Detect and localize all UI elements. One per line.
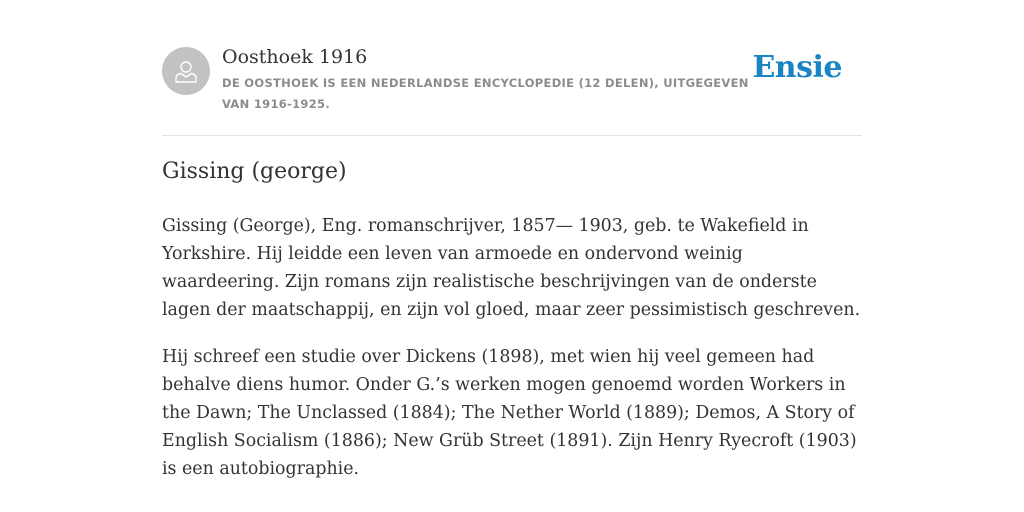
entry-paragraph: Gissing (George), Eng. romanschrijver, 1857— 1903, geb. te Wakefield in Yorkshire. Hij leidde een leven van armoede en ondervond weinig waardeering. Zijn romans zijn realistische beschrijvingen van de onderste lagen der maatschappij, en zijn vol gloed, maar zeer pessimistisch geschreven. — [162, 216, 861, 320]
source-title[interactable]: Oosthoek 1916 — [222, 46, 368, 68]
source-description: DE OOSTHOEK IS EEN NEDERLANDSE ENCYCLOPEDIE (12 DELEN), UITGEGEVEN VAN 1916-1925. — [222, 76, 749, 111]
source-avatar[interactable] — [162, 47, 210, 95]
source-header — [162, 0, 862, 136]
entry-title: Gissing (george) — [162, 159, 347, 184]
entry-body — [162, 212, 864, 502]
entry-card — [162, 0, 862, 479]
user-icon — [173, 58, 199, 84]
entry-paragraph: Hij schreef een studie over Dickens (1898), met wien hij veel gemeen had behalve diens humor. Onder G.’s werken mogen genoemd worden Workers in the Dawn; The Unclassed (1884); The Nether World (1889); Demos, A Story of English Socialism (1886); New Grüb Street (1891). Zijn Henry Ryecroft (1903) is een autobiographie. — [162, 347, 857, 479]
ensie-logo[interactable]: Ensie — [752, 50, 842, 85]
